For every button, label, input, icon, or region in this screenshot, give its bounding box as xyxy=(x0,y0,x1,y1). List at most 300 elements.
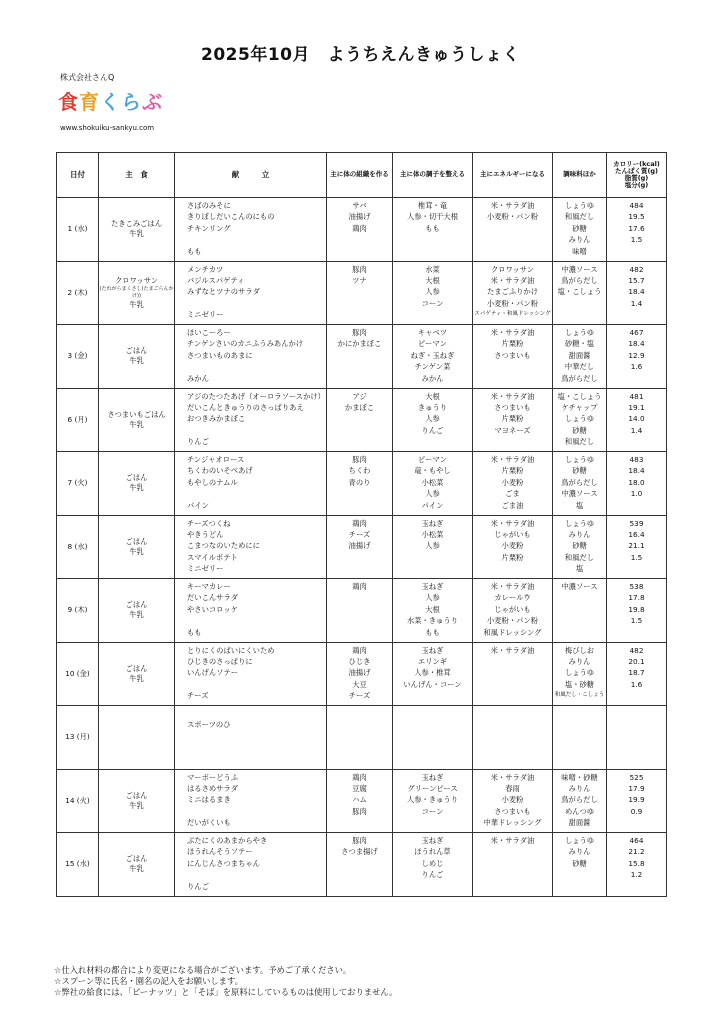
seasoning: 砂糖 xyxy=(572,223,587,233)
menu-item: メンチカツ xyxy=(187,264,224,274)
day-row xyxy=(57,515,667,579)
ingredient: 片栗粉 xyxy=(501,552,524,562)
ingredient: かまぼこ xyxy=(344,402,375,412)
menu-item: チーズ xyxy=(187,691,209,701)
body-make-cell xyxy=(327,261,393,325)
seasoning-cell xyxy=(553,579,607,643)
nutrition-cell xyxy=(607,706,667,770)
body-tune-cell xyxy=(393,261,473,325)
ingredient: 油揚げ xyxy=(348,541,371,551)
nutrition-value: 484 xyxy=(629,201,644,210)
staple-item: 牛乳 xyxy=(129,299,144,309)
ingredient: カレールウ xyxy=(494,593,531,603)
menu-item: さばのみそに xyxy=(187,201,231,210)
seasoning: しょうゆ xyxy=(564,455,595,464)
ingredient: 和風ドレッシング xyxy=(483,627,542,637)
body-tune-cell xyxy=(393,452,473,516)
body-tune-cell xyxy=(393,833,473,897)
staple-item: ごはん xyxy=(125,854,148,864)
seasoning: 砂糖 xyxy=(572,466,587,476)
ingredient: 人参 xyxy=(425,489,440,499)
energy-cell xyxy=(473,579,553,643)
body-make-cell xyxy=(327,452,393,516)
menu-cell xyxy=(175,769,327,833)
nutrition-value: 1.5 xyxy=(630,235,643,245)
seasoning: みりん xyxy=(568,529,591,539)
day-row xyxy=(57,198,667,262)
menu-item: バジルスパゲティ xyxy=(187,275,245,285)
menu-item xyxy=(175,615,326,626)
ingredient: ひじき xyxy=(348,656,371,666)
seasoning-cell xyxy=(553,833,607,897)
ingredient: コーン xyxy=(421,298,444,308)
staple-item: 牛乳 xyxy=(129,419,144,429)
ingredient: 米・サラダ油 xyxy=(490,391,535,401)
energy-cell xyxy=(473,769,553,833)
energy-cell xyxy=(473,452,553,516)
staple-cell xyxy=(99,706,175,770)
day-row xyxy=(57,642,667,706)
seasoning: 甜面醤 xyxy=(568,818,591,828)
logo-char: ぶ xyxy=(142,90,163,114)
ingredient: 小麦粉 xyxy=(501,477,524,487)
ingredient: パイン xyxy=(421,500,444,510)
energy-cell xyxy=(473,833,553,897)
nutrition-value: 467 xyxy=(629,328,644,337)
seasoning: 甜面醤 xyxy=(568,350,591,360)
ingredient: 鶏肉 xyxy=(352,223,367,233)
menu-item xyxy=(175,425,326,436)
seasoning: 和風だし xyxy=(564,437,595,447)
nutrition-value: 538 xyxy=(629,582,644,591)
date-cell: 3 (金) xyxy=(57,325,99,389)
ingredient: ピーマン xyxy=(418,455,447,464)
nutrition-cell xyxy=(607,452,667,516)
nutrition-value: 17.8 xyxy=(628,593,645,603)
menu-item: りんご xyxy=(187,881,209,891)
nutrition-value: 1.5 xyxy=(630,552,643,562)
logo-char: くら xyxy=(100,90,142,114)
body-make-cell xyxy=(327,388,393,452)
ingredient: いんげん・コーン xyxy=(403,679,462,689)
nutrition-value: 19.9 xyxy=(628,795,645,805)
seasoning: 砂糖・塩 xyxy=(564,339,595,349)
ingredient: 小松菜 xyxy=(421,477,444,487)
company-name: 株式会社さんQ xyxy=(60,73,115,82)
ingredient: 豚肉 xyxy=(352,328,367,337)
menu-item: ぶたにくのあまからやき xyxy=(187,836,268,845)
nutrition-cell xyxy=(607,579,667,643)
menu-item xyxy=(175,298,326,309)
menu-cell xyxy=(175,642,327,706)
nutrition-value: 17.9 xyxy=(628,783,645,793)
ingredient: 水菜・きゅうり xyxy=(406,616,459,626)
nutrition-value: 1.6 xyxy=(630,362,643,372)
menu-cell xyxy=(175,198,327,262)
ingredient: 青のり xyxy=(348,477,371,487)
staple-item: クロワッサン xyxy=(114,275,159,285)
seasoning-cell xyxy=(553,706,607,770)
ingredient: 人参 xyxy=(425,541,440,551)
ingredient: じゃがいも xyxy=(494,604,531,614)
energy-cell xyxy=(473,706,553,770)
menu-item: もやしのナムル xyxy=(187,477,238,487)
seasoning: みりん xyxy=(568,235,591,245)
nutrition-value: 19.5 xyxy=(628,212,645,222)
ingredient: ごま油 xyxy=(501,500,524,510)
body-make-cell xyxy=(327,198,393,262)
nutrition-value: 18.4 xyxy=(628,287,645,297)
ingredient: 米・サラダ油 xyxy=(490,645,535,655)
staple-cell xyxy=(99,515,175,579)
ingredient: さつま揚げ xyxy=(341,847,378,857)
date-cell: 14 (火) xyxy=(57,769,99,833)
body-make-cell xyxy=(327,642,393,706)
seasoning: 鳥がらだし xyxy=(561,275,598,285)
logo-char: 育 xyxy=(79,90,100,114)
seasoning: 味噌・砂糖 xyxy=(561,772,598,782)
staple-item: ごはん xyxy=(125,536,148,546)
seasoning: 梅びしお xyxy=(564,645,595,655)
body-make-cell xyxy=(327,833,393,897)
body-make-cell xyxy=(327,769,393,833)
nutrition-cell xyxy=(607,642,667,706)
staple-item: ごはん xyxy=(125,346,148,356)
nutrition-value: 1.4 xyxy=(630,298,643,308)
staple-item: 牛乳 xyxy=(129,610,144,620)
staple-cell xyxy=(99,452,175,516)
nutrition-value: 18.4 xyxy=(628,466,645,476)
menu-item xyxy=(175,806,326,817)
staple-item: たきこみごはん xyxy=(110,219,163,229)
date-cell: 15 (水) xyxy=(57,833,99,897)
ingredient: 人参・椎茸 xyxy=(414,668,451,678)
nutrition-value: 18.7 xyxy=(628,668,645,678)
footer-note: ☆弊社の給食には、「ピーナッツ」と「そば」を原料にしているものは使用しておりません。 xyxy=(54,987,398,997)
menu-cell xyxy=(175,833,327,897)
seasoning: めんつゆ xyxy=(564,806,595,816)
menu-item: やさいコロッケ xyxy=(187,604,238,614)
ingredient: 小麦粉・パン粉 xyxy=(486,298,539,308)
staple-cell xyxy=(99,325,175,389)
ingredient: マヨネーズ xyxy=(494,425,531,435)
seasoning: ケチャップ xyxy=(561,402,598,412)
seasoning: みりん xyxy=(568,847,591,857)
page-title: 2025年10月 ようちえんきゅうしょく xyxy=(201,45,520,65)
menu-table xyxy=(56,152,667,897)
nutrition-value: 483 xyxy=(629,455,644,464)
nutrition-value: 20.1 xyxy=(628,656,645,666)
menu-item xyxy=(175,234,326,245)
nutrition-value: 525 xyxy=(629,772,644,782)
ingredient: 玉ねぎ xyxy=(421,582,444,591)
seasoning: 鳥がらだし xyxy=(561,373,598,383)
ingredient: 鶏肉 xyxy=(352,582,367,591)
seasoning: 塩 xyxy=(575,564,584,574)
seasoning: しょうゆ xyxy=(564,328,595,337)
staple-item: ごはん xyxy=(125,790,148,800)
nutrition-value: 16.4 xyxy=(628,529,645,539)
ingredient: しめじ xyxy=(421,858,444,868)
staple-item: 牛乳 xyxy=(129,546,144,556)
body-make-cell xyxy=(327,325,393,389)
seasoning: 中華だし xyxy=(564,362,595,372)
menu-item: マーボーどうふ xyxy=(187,772,239,782)
ingredient: 人参 xyxy=(425,414,440,424)
staple-item: ごはん xyxy=(125,473,148,483)
ingredient: 鶏肉 xyxy=(352,645,367,655)
ingredient: 豚肉 xyxy=(352,836,367,845)
date-cell: 10 (金) xyxy=(57,642,99,706)
nutrition-value: 17.6 xyxy=(628,223,645,233)
staple-cell xyxy=(99,579,175,643)
menu-item xyxy=(175,869,326,880)
staple-cell xyxy=(99,261,175,325)
ingredient: もも xyxy=(425,223,440,233)
ingredient: 人参・きゅうり xyxy=(406,795,459,805)
ingredient: 春雨 xyxy=(505,783,520,793)
header-seasoning: 調味料ほか xyxy=(553,153,607,198)
body-make-cell xyxy=(327,515,393,579)
staple-item: さつまいもごはん xyxy=(107,409,166,419)
staple-item: 牛乳 xyxy=(129,483,144,493)
seasoning: しょうゆ xyxy=(564,668,595,678)
ingredient: チーズ xyxy=(348,691,371,701)
day-row xyxy=(57,706,667,770)
seasoning: 塩 xyxy=(575,500,584,510)
energy-cell xyxy=(473,325,553,389)
menu-cell xyxy=(175,706,327,770)
menu-item: ちくわのいそべあげ xyxy=(187,466,253,476)
menu-item: いんげんソテー xyxy=(187,668,239,678)
ingredient: 人参・切干大根 xyxy=(406,212,459,222)
nutrition-value: 482 xyxy=(629,264,644,274)
header-energy: 主にエネルギーになる xyxy=(473,153,553,198)
ingredient: 玉ねぎ xyxy=(421,772,444,782)
nutrition-value: 1.2 xyxy=(630,870,643,880)
ingredient: さつまいも xyxy=(494,350,531,360)
menu-item: こまつなのいためにに xyxy=(187,541,260,551)
menu-item: おつきみかまぼこ xyxy=(187,414,246,424)
ingredient: ねぎ・玉ねぎ xyxy=(410,350,455,360)
seasoning: 中濃ソース xyxy=(561,489,598,499)
nutrition-value: 14.0 xyxy=(628,414,645,424)
staple-item: 牛乳 xyxy=(129,356,144,366)
body-tune-cell xyxy=(393,769,473,833)
menu-item: みかん xyxy=(187,373,209,383)
menu-cell xyxy=(175,579,327,643)
nutrition-value: 481 xyxy=(629,391,644,401)
nutrition-value: 15.7 xyxy=(628,275,645,285)
ingredient: チンゲン菜 xyxy=(414,362,451,372)
menu-item: はるさめサラダ xyxy=(187,783,239,793)
date-cell: 1 (水) xyxy=(57,198,99,262)
nutrition-value: 1.0 xyxy=(630,489,643,499)
header-nutrition: カロリー(kcal) たんぱく質(g) 脂質(g) 塩分(g) xyxy=(607,153,667,198)
menu-item: もも xyxy=(187,246,202,256)
ingredient: 人参 xyxy=(425,287,440,297)
seasoning: 中濃ソース xyxy=(561,264,598,274)
nutrition-cell xyxy=(607,388,667,452)
nutrition-cell xyxy=(607,515,667,579)
menu-cell xyxy=(175,261,327,325)
nutrition-value: 464 xyxy=(629,836,644,845)
nutrition-cell xyxy=(607,769,667,833)
menu-item: にんじんさつまちゃん xyxy=(187,858,260,868)
footer-notes xyxy=(54,965,397,998)
footer-note: ☆仕入れ材料の都合により変更になる場合がございます。予めご了承ください。 xyxy=(54,965,352,975)
body-tune-cell xyxy=(393,388,473,452)
ingredient: ちくわ xyxy=(348,466,371,476)
energy-cell xyxy=(473,515,553,579)
body-tune-cell xyxy=(393,325,473,389)
ingredient: 米・サラダ油 xyxy=(490,518,535,528)
menu-item: だいがくいも xyxy=(187,818,231,828)
staple-cell xyxy=(99,833,175,897)
menu-item: アジのたつたあげ（オーロラソースかけ） xyxy=(187,391,325,401)
ingredient: きゅうり xyxy=(417,402,448,412)
ingredient: 玉ねぎ xyxy=(421,518,444,528)
ingredient: 大豆 xyxy=(352,679,367,689)
header-menu: 献 立 xyxy=(175,153,327,198)
seasoning-cell xyxy=(553,452,607,516)
day-row xyxy=(57,388,667,452)
menu-item: ミニゼリー xyxy=(187,564,224,574)
menu-cell xyxy=(175,325,327,389)
ingredient: たまごふりかけ xyxy=(486,287,539,297)
menu-item xyxy=(175,488,326,499)
ingredient: 人参 xyxy=(425,593,440,603)
nutrition-value: 539 xyxy=(629,518,644,528)
menu-item: チンゲンさいのカニふうみあんかけ xyxy=(187,339,304,349)
seasoning-cell xyxy=(553,515,607,579)
menu-item: みずなとツナのサラダ xyxy=(187,287,260,297)
seasoning: 砂糖 xyxy=(572,858,587,868)
menu-item: チキンリング xyxy=(187,223,231,233)
ingredient: 小麦粉 xyxy=(501,541,524,551)
ingredient: 椎茸・竜 xyxy=(417,201,448,210)
ingredient: 米・サラダ油 xyxy=(490,582,535,591)
seasoning: しょうゆ xyxy=(564,836,595,845)
ingredient: 米・サラダ油 xyxy=(490,772,535,782)
energy-cell xyxy=(473,388,553,452)
staple-item: ごはん xyxy=(125,663,148,673)
seasoning: しょうゆ xyxy=(564,414,595,424)
menu-item: スマイルポテト xyxy=(187,552,238,562)
seasoning: 塩・こしょう xyxy=(557,287,602,297)
seasoning-cell xyxy=(553,642,607,706)
menu-item: ミニはるまき xyxy=(187,795,231,805)
ingredient: キャベツ xyxy=(417,328,448,337)
header-body-tune: 主に体の調子を整える xyxy=(393,153,473,198)
body-make-cell xyxy=(327,579,393,643)
ingredient: 米・サラダ油 xyxy=(490,836,535,845)
seasoning: 鳥がらだし xyxy=(561,795,598,805)
ingredient: 米・サラダ油 xyxy=(490,201,535,210)
ingredient: 水菜 xyxy=(425,264,440,274)
ingredient: 米・サラダ油 xyxy=(490,328,535,337)
menu-item: きりぼしだいこんのにもの xyxy=(187,212,275,222)
nutrition-value: 1.4 xyxy=(630,425,643,435)
staple-item: ごはん xyxy=(125,600,148,610)
menu-item: パイン xyxy=(187,500,209,510)
seasoning-cell xyxy=(553,769,607,833)
staple-item: 牛乳 xyxy=(129,864,144,874)
seasoning: 鳥がらだし xyxy=(561,477,598,487)
menu-item: りんご xyxy=(187,437,209,447)
ingredient: さつまいも xyxy=(494,806,531,816)
ingredient: 玉ねぎ xyxy=(421,645,444,655)
menu-item: チーズつくね xyxy=(187,518,231,528)
day-row xyxy=(57,325,667,389)
menu-item: さつまいものあまに xyxy=(187,350,253,360)
ingredient: ハム xyxy=(352,795,367,805)
ingredient: 片栗粉 xyxy=(501,414,524,424)
ingredient: 鶏肉 xyxy=(352,518,367,528)
ingredient: ごま xyxy=(505,489,520,499)
menu-item xyxy=(175,679,326,690)
ingredient: みかん xyxy=(421,373,444,383)
company-url: www.shokuiku-sankyu.com xyxy=(60,124,155,132)
staple-item: 牛乳 xyxy=(129,673,144,683)
body-tune-cell xyxy=(393,198,473,262)
energy-cell xyxy=(473,261,553,325)
seasoning-cell xyxy=(553,198,607,262)
seasoning: 砂糖 xyxy=(572,541,587,551)
footer-note: ☆スプーン等に氏名・園名の記入をお願いします。 xyxy=(54,976,243,986)
menu-item: チンジャオロース xyxy=(187,455,245,464)
ingredient: クロワッサン xyxy=(490,264,535,274)
ingredient: 豚肉 xyxy=(352,806,367,816)
ingredient: 片栗粉 xyxy=(501,339,524,349)
menu-item: だいこんサラダ xyxy=(187,593,239,603)
ingredient: さつまいも xyxy=(494,402,531,412)
menu-item: ミニゼリー xyxy=(187,310,224,320)
staple-item: 牛乳 xyxy=(129,800,144,810)
nutrition-value: 15.8 xyxy=(628,858,645,868)
ingredient: サバ xyxy=(352,201,367,210)
day-row xyxy=(57,579,667,643)
ingredient: 油揚げ xyxy=(348,212,371,222)
ingredient: 小麦粉・パン粉 xyxy=(486,212,539,222)
ingredient: 米・サラダ油 xyxy=(490,275,535,285)
ingredient: 豚肉 xyxy=(352,455,367,464)
ingredient: スパゲティ・和風ドレッシング xyxy=(474,311,551,318)
ingredient: じゃがいも xyxy=(494,529,531,539)
staple-cell xyxy=(99,388,175,452)
body-tune-cell xyxy=(393,579,473,643)
ingredient: 米・サラダ油 xyxy=(490,455,535,464)
seasoning: しょうゆ xyxy=(564,518,595,528)
header-staple: 主 食 xyxy=(99,153,175,198)
day-row xyxy=(57,769,667,833)
ingredient: 小麦粉 xyxy=(501,795,524,805)
staple-cell xyxy=(99,198,175,262)
menu-item: とりにくのぱいにくいため xyxy=(187,645,275,655)
menu-cell xyxy=(175,452,327,516)
ingredient: りんご xyxy=(421,425,444,435)
date-cell: 6 (月) xyxy=(57,388,99,452)
ingredient: 竜・もやし xyxy=(414,466,451,476)
seasoning: みりん xyxy=(568,656,591,666)
ingredient: アジ xyxy=(352,391,367,401)
logo-char: 食 xyxy=(58,90,79,114)
nutrition-value: 0.9 xyxy=(630,806,643,816)
menu-cell xyxy=(175,388,327,452)
ingredient: 大根 xyxy=(425,275,440,285)
ingredient: 大根 xyxy=(425,391,440,401)
ingredient: エリンギ xyxy=(417,656,448,666)
